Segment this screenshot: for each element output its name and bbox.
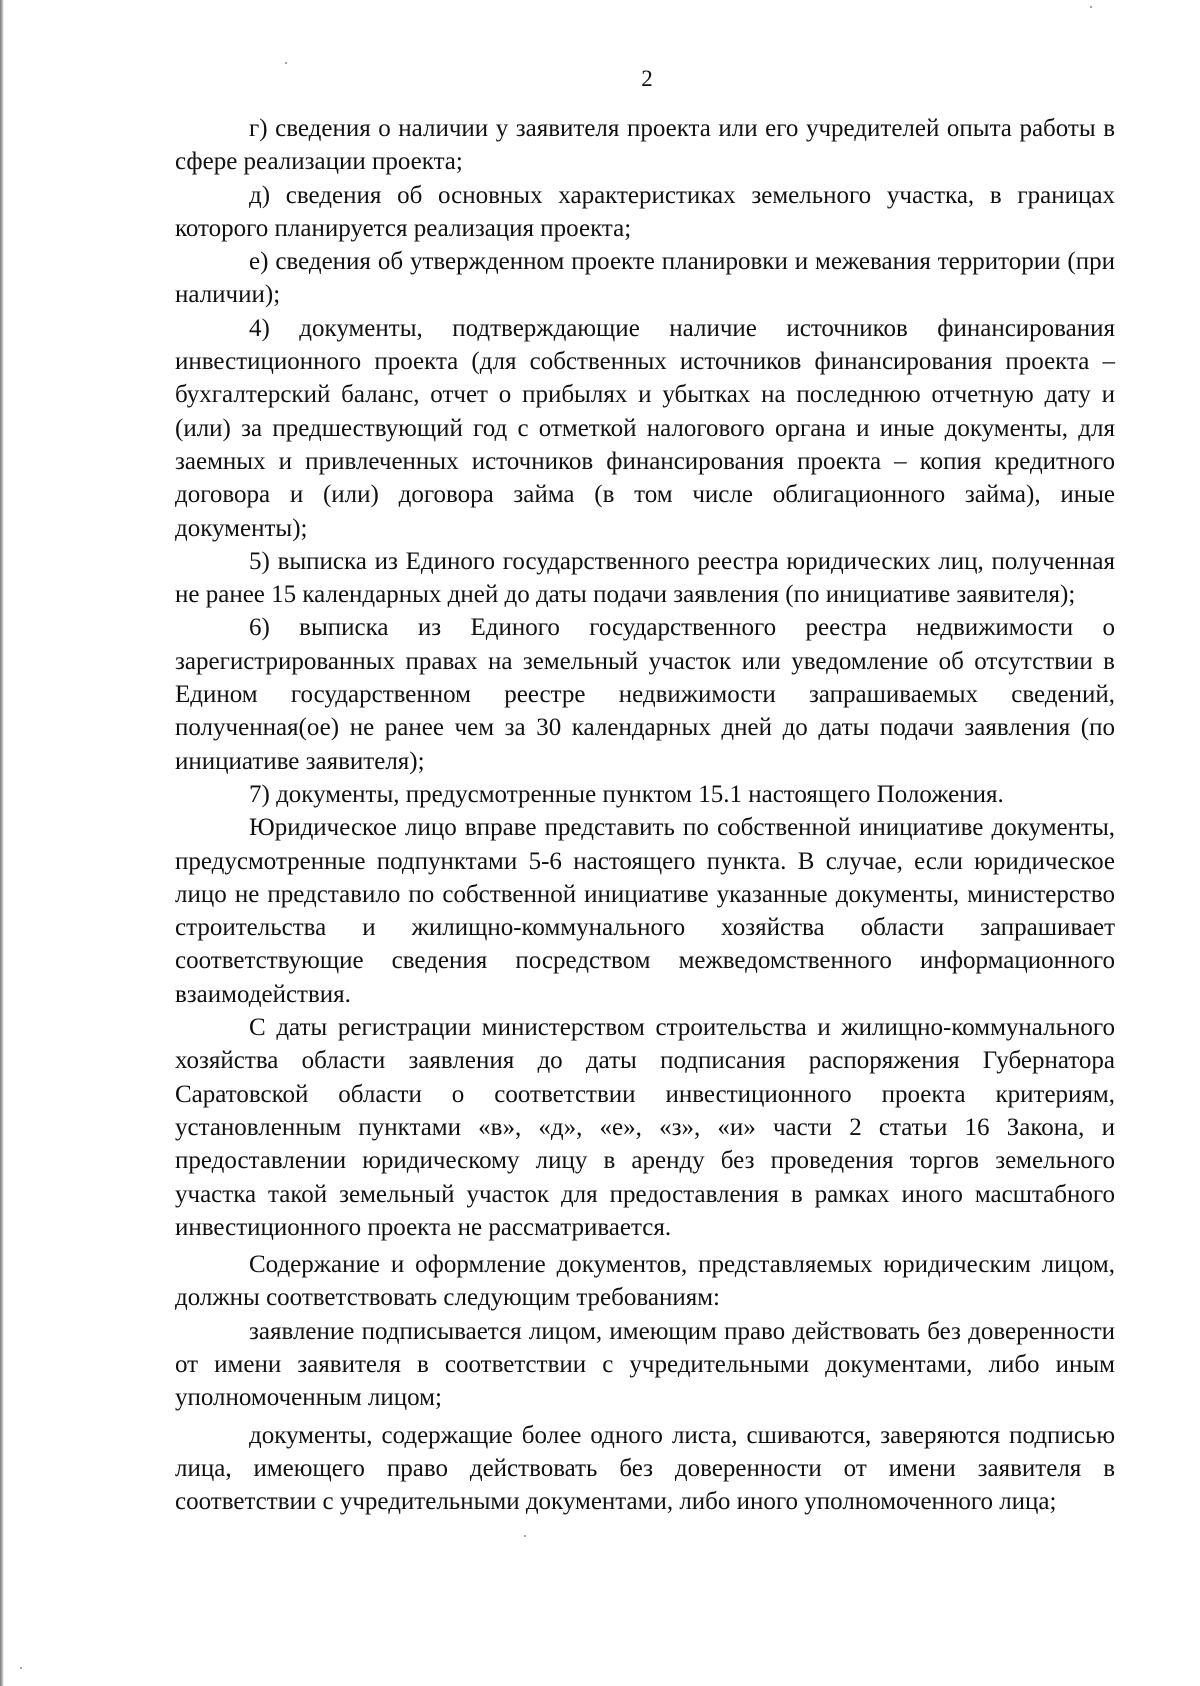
paragraph-requirements-intro: Содержание и оформление документов, представляемых юридическим лицом, должны соответствовать следующим требованиям: <box>175 1251 1115 1312</box>
page-number: 2 <box>641 66 653 91</box>
scan-left-edge <box>0 0 4 1686</box>
document-body <box>175 112 1115 1518</box>
scan-speck <box>285 62 287 64</box>
scan-speck <box>1090 6 1092 8</box>
paragraph-item-e: е) сведения об утвержденном проекте планировки и межевания территории (при наличии); <box>175 248 1115 309</box>
paragraph-multipage-documents: документы, содержащие более одного листа, сшиваются, заверяются подписью лица, имеющего право действовать без доверенности от имени заявителя в соответствии с учредительными документами, либо иного уполномоченного лица; <box>175 1421 1115 1516</box>
paragraph-item-d: д) сведения об основных характеристиках земельного участка, в границах которого планируется реализация проекта; <box>175 181 1115 242</box>
scan-speck <box>524 1535 526 1537</box>
paragraph-item-g: г) сведения о наличии у заявителя проекта или его учредителей опыта работы в сфере реализации проекта; <box>175 115 1115 176</box>
paragraph-item-7: 7) документы, предусмотренные пунктом 15.1 настоящего Положения. <box>249 780 1004 808</box>
paragraph-item-6: 6) выписка из Единого государственного реестра недвижимости о зарегистрированных правах на земельный участок или уведомление об отсутствии в Едином государственном реестре недвижимости запрашиваемых сведений, полученная(ое) не ранее чем за 30 календарных дней до даты подачи заявления (по инициативе заявителя); <box>175 614 1115 775</box>
paragraph-item-4: 4) документы, подтверждающие наличие источников финансирования инвестиционного проекта (для собственных источников финансирования проекта – бухгалтерский баланс, отчет о прибылях и убытках на последнюю отчетную дату и (или) за предшествующий год с отметкой налогового органа и иные документы, для заемных и привлеченных источников финансирования проекта – копия кредитного договора и (или) договора займа (в том числе облигационного займа), иные документы); <box>175 314 1115 542</box>
paragraph-legal-entity-right: Юридическое лицо вправе представить по собственной инициативе документы, предусмотренные подпунктами 5-6 настоящего пункта. В случае, если юридическое лицо не представило по собственной инициативе указанные документы, министерство строительства и жилищно-коммунального хозяйства области запрашивает соответствующие сведения посредством межведомственного информационного взаимодействия. <box>175 814 1115 1008</box>
paragraph-item-5: 5) выписка из Единого государственного реестра юридических лиц, полученная не ранее 15 календарных дней до даты подачи заявления (по инициативе заявителя); <box>175 547 1115 609</box>
paragraph-application-signature: заявление подписывается лицом, имеющим право действовать без доверенности от имени заявителя в соответствии с учредительными документами, либо иным уполномоченным лицом; <box>175 1317 1115 1412</box>
scan-speck <box>20 1667 22 1669</box>
paragraph-registration-date: С даты регистрации министерством строительства и жилищно-коммунального хозяйства области заявления до даты подписания распоряжения Губернатора Саратовской области о соответствии инвестиционного проекта критериям, установленным пунктами «в», «д», «е», «з», «и» части 2 статьи 16 Закона, и предоставлении юридическому лицу в аренду без проведения торгов земельного участка такой земельный участок для предоставления в рамках иного масштабного инвестиционного проекта не рассматривается. <box>175 1014 1115 1241</box>
